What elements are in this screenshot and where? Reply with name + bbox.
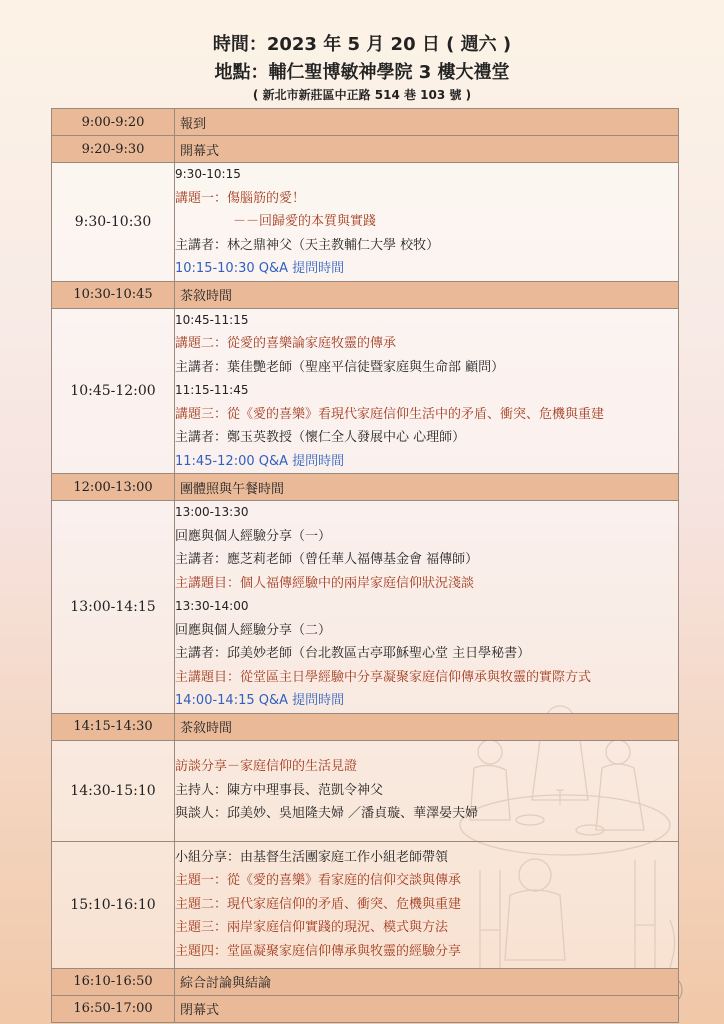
session-topic: 主講題目：個人福傳經驗中的兩岸家庭信仰狀況淺談 xyxy=(175,575,475,591)
schedule-row xyxy=(52,136,679,163)
schedule-row xyxy=(52,109,679,136)
row-time: 9:30-10:30 xyxy=(52,163,175,282)
event-time: 時間：2023 年 5 月 20 日 ( 週六 ) xyxy=(212,34,512,55)
row-time: 9:00-9:20 xyxy=(52,109,175,136)
schedule-row xyxy=(52,281,679,308)
row-content xyxy=(175,308,679,474)
session-topic: 講題三：從《愛的喜樂》看現代家庭信仰生活中的矛盾、衝突、危機與重建 xyxy=(175,406,605,422)
session-topic: 主題二：現代家庭信仰的矛盾、衝突、危機與重建 xyxy=(175,896,462,912)
row-content xyxy=(175,841,679,968)
session-title: 訪談分享－家庭信仰的生活見證 xyxy=(175,759,358,775)
session-time: 13:30-14:00 xyxy=(175,599,249,613)
session-topic: 主題四：堂區凝聚家庭信仰傳承與牧靈的經驗分享 xyxy=(175,943,462,959)
row-title: 報到 xyxy=(175,109,679,136)
session-title: 小組分享：由基督生活團家庭工作小組老師帶領 xyxy=(175,849,449,865)
session-time: 11:15-11:45 xyxy=(175,383,249,397)
row-time: 10:30-10:45 xyxy=(52,281,175,308)
row-title: 閉幕式 xyxy=(175,995,679,1022)
session-topic: 主題三：兩岸家庭信仰實踐的現況、模式與方法 xyxy=(175,920,449,936)
session-topic: 主講題目：從堂區主日學經驗中分享凝聚家庭信仰傳承與牧靈的實際方式 xyxy=(175,669,592,685)
session-title: 回應與個人經驗分享（二） xyxy=(175,622,332,638)
row-time: 9:20-9:30 xyxy=(52,136,175,163)
session-title: 回應與個人經驗分享（一） xyxy=(175,528,332,544)
session-time: 9:30-10:15 xyxy=(175,167,241,181)
schedule-row xyxy=(52,308,679,474)
row-content xyxy=(175,163,679,282)
schedule-row xyxy=(52,995,679,1022)
schedule-row xyxy=(52,740,679,841)
session-speaker: 主講者：鄭玉英教授（懷仁全人發展中心 心理師） xyxy=(175,430,466,445)
schedule-row xyxy=(52,163,679,282)
event-location: 地點：輔仁聖博敏神學院 3 樓大禮堂 xyxy=(214,62,510,83)
session-speaker: 主講者：林之鼎神父（天主教輔仁大學 校牧） xyxy=(175,237,440,253)
session-speaker: 主講者：邱美妙老師（台北教區古亭耶穌聖心堂 主日學秘書） xyxy=(175,646,531,661)
session-host: 主持人：陳方中理事長、范凱令神父 xyxy=(175,782,384,798)
row-time: 13:00-14:15 xyxy=(52,501,175,714)
row-title: 團體照與午餐時間 xyxy=(175,474,679,501)
session-topic: 講題一：傷腦筋的愛！ xyxy=(175,190,306,206)
row-time: 12:00-13:00 xyxy=(52,474,175,501)
row-title: 開幕式 xyxy=(175,136,679,163)
row-title: 茶敘時間 xyxy=(175,713,679,740)
row-time: 16:10-16:50 xyxy=(52,968,175,995)
session-speaker: 主講者：應芝莉老師（曾任華人福傳基金會 福傳師） xyxy=(175,552,479,567)
session-speaker: 主講者：葉佳艷老師（聖座平信徒暨家庭與生命部 顧問） xyxy=(175,359,505,375)
row-time: 15:10-16:10 xyxy=(52,841,175,968)
session-qa: 11:45-12:00 Q&A 提問時間 xyxy=(175,453,345,469)
schedule-table xyxy=(51,108,679,1023)
schedule-row xyxy=(52,713,679,740)
schedule-row xyxy=(52,841,679,968)
event-address: ( 新北市新莊區中正路 514 巷 103 號 ) xyxy=(252,88,472,102)
session-topic: 講題二：從愛的喜樂論家庭牧靈的傳承 xyxy=(175,336,397,351)
session-subtitle: －－回歸愛的本質與實踐 xyxy=(233,214,377,229)
session-qa: 14:00-14:15 Q&A 提問時間 xyxy=(175,693,345,708)
session-panelists: 與談人：邱美妙、吳旭隆夫婦 ／潘貞璇、華澤晏夫婦 xyxy=(175,806,479,822)
schedule-row xyxy=(52,968,679,995)
row-title: 綜合討論與結論 xyxy=(175,968,679,995)
row-time: 14:30-15:10 xyxy=(52,740,175,841)
session-time: 10:45-11:15 xyxy=(175,312,249,327)
schedule-row xyxy=(52,474,679,501)
row-content xyxy=(175,501,679,714)
row-time: 16:50-17:00 xyxy=(52,995,175,1022)
session-qa: 10:15-10:30 Q&A 提問時間 xyxy=(175,261,345,276)
session-time: 13:00-13:30 xyxy=(175,505,249,519)
row-title: 茶敘時間 xyxy=(175,281,679,308)
row-time: 10:45-12:00 xyxy=(52,308,175,474)
schedule-row xyxy=(52,501,679,714)
row-time: 14:15-14:30 xyxy=(52,713,175,740)
row-content xyxy=(175,740,679,841)
session-topic: 主題一：從《愛的喜樂》看家庭的信仰交談與傳承 xyxy=(175,873,462,889)
